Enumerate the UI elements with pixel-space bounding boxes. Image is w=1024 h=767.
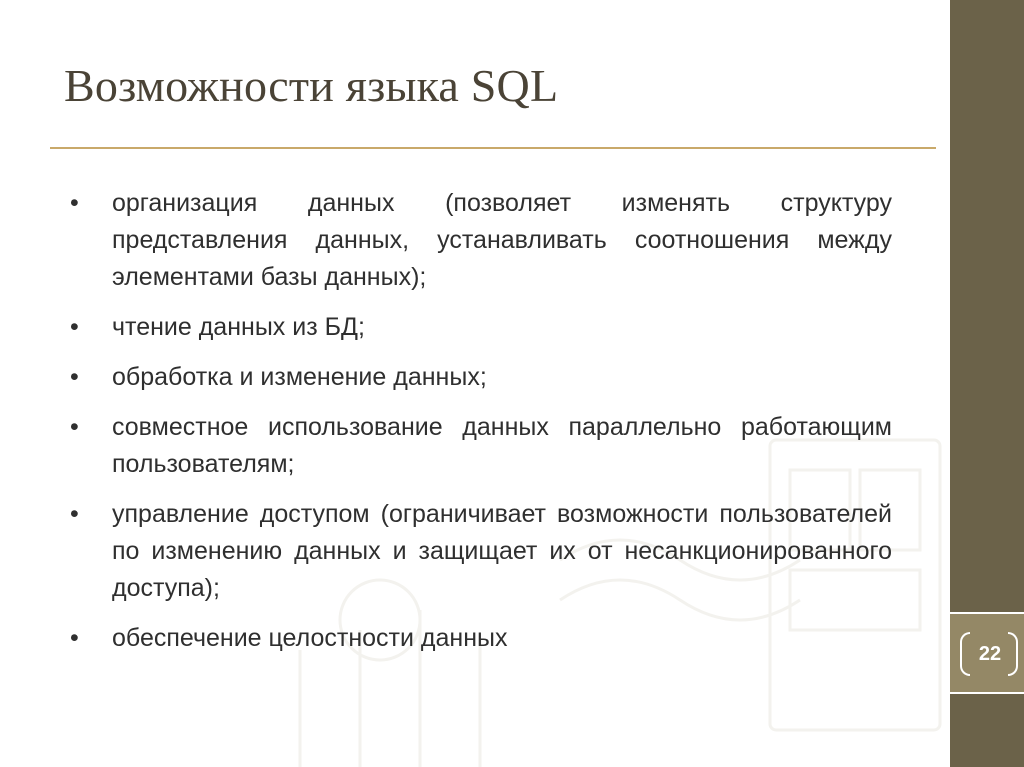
bullet-marker: •: [70, 624, 79, 652]
bullet-text: управление доступом (ограничивает возможности пользователей по изменению данных и защищает их от несанкционированного доступа);: [112, 500, 892, 602]
page-number: 22: [978, 643, 1002, 665]
bracket-right-icon: [1008, 632, 1018, 676]
title-divider: [50, 147, 936, 149]
bullet-item: [62, 409, 892, 483]
slide-title: Возможности языка SQL: [64, 60, 559, 111]
bullet-marker: •: [70, 413, 79, 441]
bullet-item: [62, 496, 892, 607]
bullet-text: совместное использование данных параллельно работающим пользователям;: [112, 413, 892, 478]
bullet-list: [62, 185, 892, 670]
bullet-text: организация данных (позволяет изменять структуру представления данных, устанавливать соотношения между элементами базы данных);: [112, 189, 892, 291]
bullet-item: [62, 185, 892, 296]
bullet-marker: •: [70, 500, 79, 528]
bracket-left-icon: [960, 632, 970, 676]
bullet-text: обеспечение целостности данных: [112, 624, 508, 652]
bullet-marker: •: [70, 313, 79, 341]
bullet-marker: •: [70, 363, 79, 391]
bullet-marker: •: [70, 189, 79, 217]
bullet-text: обработка и изменение данных;: [112, 363, 487, 391]
bullet-item: [62, 620, 892, 657]
bullet-item: [62, 359, 892, 396]
page-number-box: [950, 612, 1024, 694]
bullet-text: чтение данных из БД;: [112, 313, 365, 341]
bullet-item: [62, 309, 892, 346]
